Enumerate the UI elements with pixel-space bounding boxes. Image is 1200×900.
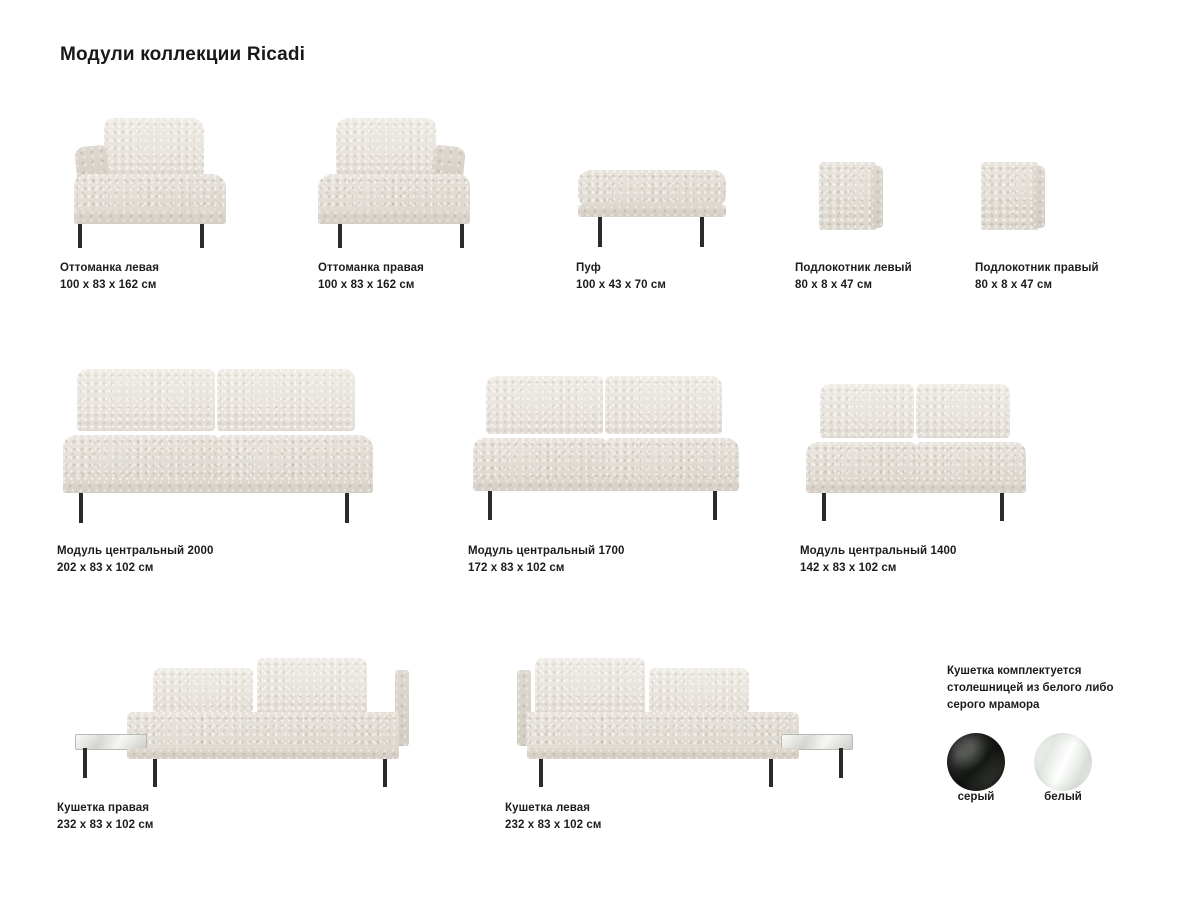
marble-note: Кушетка комплектуется столешницей из белого либо серого мрамора — [947, 665, 1114, 711]
back-cushion — [104, 118, 204, 176]
seat-cushion-left — [473, 438, 606, 482]
product-name: Подлокотник левый — [795, 262, 912, 274]
base-frame — [74, 210, 226, 224]
product-illustration — [318, 110, 533, 260]
product-name: Модуль центральный 1700 — [468, 545, 625, 557]
product-illustration — [57, 365, 437, 535]
back-cushion-left — [820, 384, 914, 438]
product-dimensions: 172 x 83 x 102 см — [468, 562, 565, 574]
page-title: Модули коллекции Ricadi — [60, 44, 306, 65]
product-dimensions: 100 x 43 x 70 см — [576, 279, 667, 291]
product-dimensions: 142 x 83 x 102 см — [800, 562, 897, 574]
back-cushion — [336, 118, 436, 176]
swatch-white-marble — [1034, 733, 1092, 791]
seat-cushion-right — [218, 435, 373, 483]
product-ottomanka-left — [60, 110, 275, 294]
product-illustration — [795, 110, 955, 260]
leg — [839, 748, 843, 778]
back-pillow-left — [153, 668, 253, 716]
seat — [578, 170, 726, 208]
leg — [345, 493, 349, 523]
product-illustration — [576, 110, 766, 260]
leg — [460, 224, 464, 248]
leg — [488, 491, 492, 520]
leg — [1000, 493, 1004, 521]
product-central-module-1700 — [468, 372, 798, 577]
back-cushion-right — [605, 376, 722, 434]
leg — [79, 493, 83, 523]
product-name: Кушетка правая — [57, 802, 150, 814]
seat — [74, 174, 226, 214]
product-dimensions: 100 x 83 x 162 см — [318, 279, 415, 291]
armrest-panel — [819, 162, 877, 230]
swatch-white-label: белый — [1044, 791, 1082, 803]
product-puf — [576, 110, 766, 294]
back-cushion-left — [77, 369, 215, 431]
seat-cushion-right — [606, 438, 739, 482]
product-ottomanka-right — [318, 110, 533, 294]
product-name: Модуль центральный 1400 — [800, 545, 957, 557]
product-name: Модуль центральный 2000 — [57, 545, 214, 557]
base-frame — [318, 210, 470, 224]
base-frame — [578, 205, 726, 217]
armrest-panel — [981, 162, 1039, 230]
leg — [598, 217, 602, 247]
leg — [338, 224, 342, 248]
armrest-side — [871, 166, 883, 228]
product-dimensions: 232 x 83 x 102 см — [505, 819, 602, 831]
base-frame — [127, 748, 399, 759]
leg — [153, 759, 157, 787]
seat-cushion-left — [806, 442, 916, 484]
leg — [200, 224, 204, 248]
leg — [822, 493, 826, 521]
product-name: Оттоманка левая — [60, 262, 160, 274]
back-pillow-left — [535, 658, 645, 716]
base-frame — [473, 479, 739, 491]
product-armrest-right — [975, 110, 1145, 294]
product-name: Оттоманка правая — [318, 262, 424, 274]
product-illustration — [468, 372, 798, 535]
base-frame — [806, 481, 1026, 493]
product-dimensions: 80 x 8 x 47 см — [975, 279, 1053, 291]
seat-cushion-left — [63, 435, 218, 483]
leg — [700, 217, 704, 247]
back-cushion-left — [486, 376, 603, 434]
product-dimensions: 232 x 83 x 102 см — [57, 819, 154, 831]
product-armrest-left — [795, 110, 955, 294]
leg — [383, 759, 387, 787]
product-illustration — [505, 640, 905, 790]
leg — [769, 759, 773, 787]
product-dimensions: 100 x 83 x 162 см — [60, 279, 157, 291]
product-name: Подлокотник правый — [975, 262, 1099, 274]
base-frame — [527, 748, 799, 759]
seat — [318, 174, 470, 214]
back-cushion-right — [217, 369, 355, 431]
product-name: Пуф — [576, 262, 601, 274]
product-central-module-2000 — [57, 365, 437, 577]
armrest-side — [1033, 166, 1045, 228]
product-dimensions: 80 x 8 x 47 см — [795, 279, 873, 291]
product-daybed-right — [57, 640, 457, 834]
seat — [127, 712, 399, 752]
product-name: Кушетка левая — [505, 802, 591, 814]
back-pillow-right — [649, 668, 749, 716]
leg — [539, 759, 543, 787]
seat — [527, 712, 799, 752]
swatch-grey-label: серый — [957, 791, 995, 803]
leg — [78, 224, 82, 248]
back-pillow-right — [257, 658, 367, 716]
back-cushion-right — [916, 384, 1010, 438]
swatch-grey-marble — [947, 733, 1005, 791]
product-illustration — [57, 640, 457, 790]
leg — [713, 491, 717, 520]
product-illustration — [800, 380, 1090, 535]
base-frame — [63, 480, 373, 493]
product-daybed-left — [505, 640, 905, 834]
leg — [83, 748, 87, 778]
seat-cushion-right — [916, 442, 1026, 484]
product-central-module-1400 — [800, 380, 1090, 577]
product-illustration — [60, 110, 275, 260]
product-illustration — [975, 110, 1145, 260]
product-dimensions: 202 x 83 x 102 см — [57, 562, 154, 574]
